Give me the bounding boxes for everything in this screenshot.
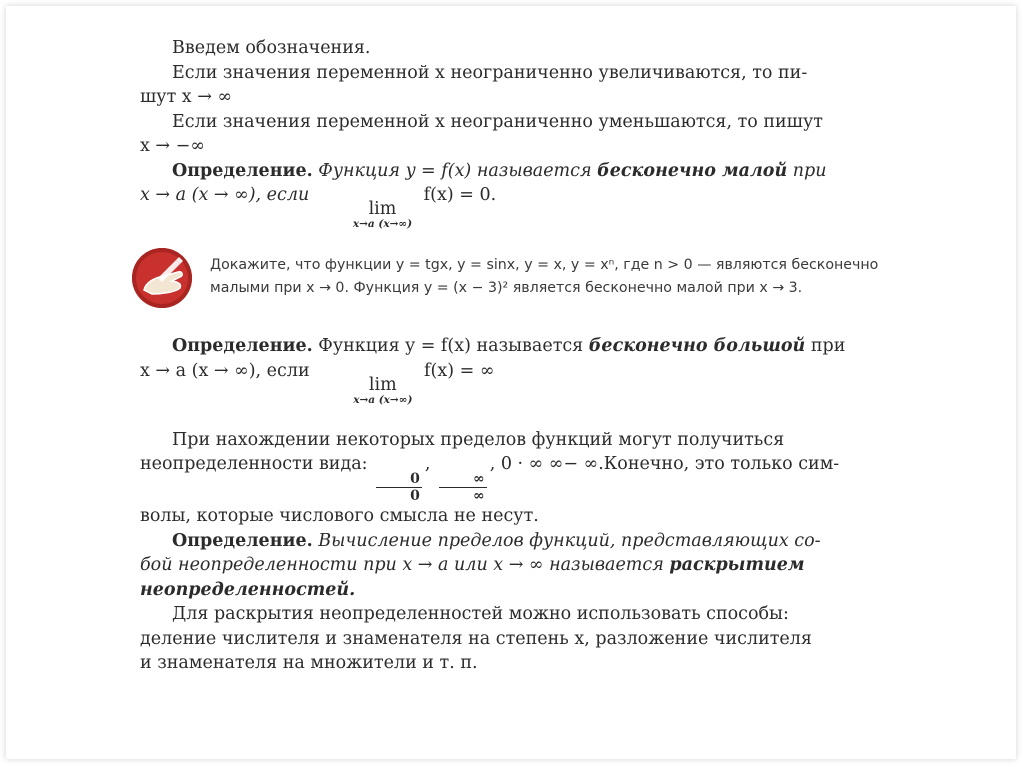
definition-term: неопределенностей.: [140, 579, 356, 600]
paragraph-text: деление числителя и знаменателя на степень x, разложение числителя: [140, 628, 812, 649]
limit-subscript: x→a (x→∞): [353, 393, 413, 406]
definition-text: при: [810, 336, 846, 356]
definition-text: Вычисление пределов функций, представляющих со-: [318, 530, 821, 551]
methods-paragraph: [140, 602, 936, 676]
intro-line: Введем обозначения.: [172, 38, 371, 58]
exercise-line: малыми при x → 0. Функция y = (x − 3)² является бесконечно малой при x → 3.: [210, 280, 803, 296]
limit-expression: [321, 376, 412, 406]
paragraph-text: , 0 · ∞ ∞− ∞.Конечно, это только сим-: [489, 454, 840, 474]
exercise-line: Докажите, что функции y = tgx, y = sinx, y = x, y = xⁿ, где n > 0 — являются бесконечно: [210, 257, 879, 273]
limit-operator: lim: [368, 374, 397, 395]
minus-infinity-cont: x → −∞: [140, 136, 205, 156]
pencil-hand-icon: [132, 248, 192, 308]
fraction-zero-over-zero: $\frac{0}{0}$: [376, 471, 422, 504]
exercise-box: [132, 248, 932, 312]
definition-term: раскрытием: [669, 555, 805, 575]
limit-result: f(x) = ∞: [424, 360, 495, 381]
limit-result: f(x) = 0.: [423, 185, 497, 205]
definition-text: x → a (x → ∞), если: [140, 360, 310, 381]
definition-label: Определение.: [172, 160, 313, 181]
paragraph-text: неопределенности вида:: [140, 454, 368, 474]
definition-text: при: [792, 160, 827, 181]
paragraph-text: и знаменателя на множители и т. п.: [140, 653, 478, 673]
definition-text: Функция y = f(x) называется: [318, 336, 584, 356]
limit-expression: [321, 200, 412, 230]
minus-infinity-line: [140, 110, 936, 159]
paragraph-text: волы, которые числового смысла не несут.: [140, 506, 539, 526]
definition-label: Определение.: [172, 530, 313, 551]
definition-term: бесконечно большой: [588, 336, 806, 356]
fraction-inf-over-inf: $\frac{\infty}{\infty}$: [439, 471, 487, 504]
plus-infinity-text: Если значения переменной x неограниченно увеличиваются, то пи-: [172, 62, 808, 83]
document-page: [140, 36, 936, 676]
definition-term: бесконечно малой: [597, 160, 788, 181]
definition-infinitesimal: [140, 159, 936, 231]
definition-text: x → a (x → ∞), если: [140, 185, 310, 205]
plus-infinity-cont: шут x → ∞: [140, 87, 233, 107]
definition-infinite: [140, 334, 936, 406]
paragraph-text: Для раскрытия неопределенностей можно использовать способы:: [172, 604, 789, 624]
limit-operator: lim: [368, 199, 397, 219]
exercise-text: [210, 254, 940, 300]
definition-label: Определение.: [172, 336, 313, 356]
definition-text: бой неопределенности при x → a или x → ∞ называется: [140, 555, 664, 575]
definition-text: Функция y = f(x) называется: [318, 160, 592, 181]
paragraph-text: При нахождении некоторых пределов функций могут получиться: [172, 429, 785, 450]
definition-resolution: [140, 529, 936, 603]
limit-subscript: x→a (x→∞): [352, 218, 413, 230]
indeterminate-forms: При нахождении некоторых пределов функций могут получиться неопределенности вида: $\frac{0}{0}$ , $\frac{\infty}{\infty}$ , 0 · ∞ ∞− ∞.Конечно, это только сим- волы, которые числового смысла не несут.: [140, 429, 840, 526]
plus-infinity-line: [140, 61, 936, 110]
minus-infinity-text: Если значения переменной x неограниченно уменьшаются, то пишут: [172, 111, 823, 132]
